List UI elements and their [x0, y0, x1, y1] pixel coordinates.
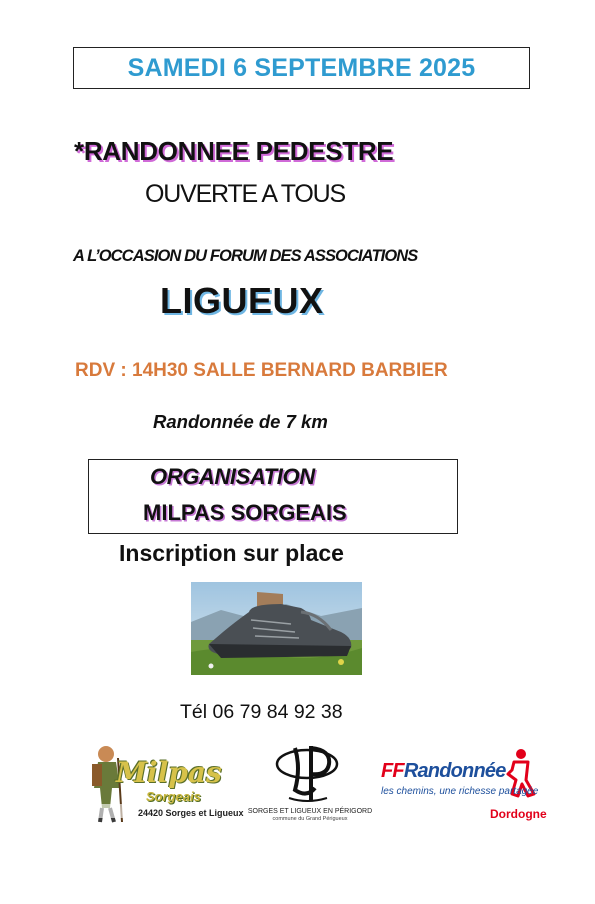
- ffr-logo-ff: FF: [381, 760, 404, 782]
- inscription-note: Inscription sur place: [119, 540, 344, 566]
- ffr-logo-randonnee: Randonnée: [403, 760, 506, 782]
- date-banner: [73, 47, 530, 89]
- event-subtitle: OUVERTE A TOUS: [145, 180, 345, 208]
- organisation-name: MILPAS SORGEAIS: [143, 500, 347, 525]
- hiking-boot-photo: [191, 582, 362, 675]
- ffr-logo-slogan: les chemins, une richesse partagée: [381, 786, 539, 797]
- sorges-logo-subcaption: commune du Grand Périgueux: [272, 816, 348, 822]
- milpas-logo-word: Milpas: [116, 756, 222, 789]
- event-occasion: A L’OCCASION DU FORUM DES ASSOCIATIONS: [73, 247, 418, 265]
- organisation-label: ORGANISATION: [150, 464, 315, 489]
- hike-distance: Randonnée de 7 km: [153, 411, 328, 432]
- meeting-point: RDV : 14H30 SALLE BERNARD BARBIER: [75, 360, 448, 381]
- event-place: LIGUEUX: [160, 280, 324, 321]
- event-date: SAMEDI 6 SEPTEMBRE 2025: [127, 53, 476, 82]
- ffr-logo-department: Dordogne: [490, 807, 547, 821]
- event-title: *RANDONNEE PEDESTRE: [74, 136, 394, 166]
- contact-phone: Tél 06 79 84 92 38: [180, 701, 343, 723]
- milpas-logo-address: 24420 Sorges et Ligueux: [138, 808, 244, 818]
- milpas-logo-sub: Sorgeais: [146, 789, 201, 804]
- ffr-logo-word: [381, 760, 506, 783]
- sorges-logo-caption: SORGES ET LIGUEUX EN PÉRIGORD: [247, 808, 373, 815]
